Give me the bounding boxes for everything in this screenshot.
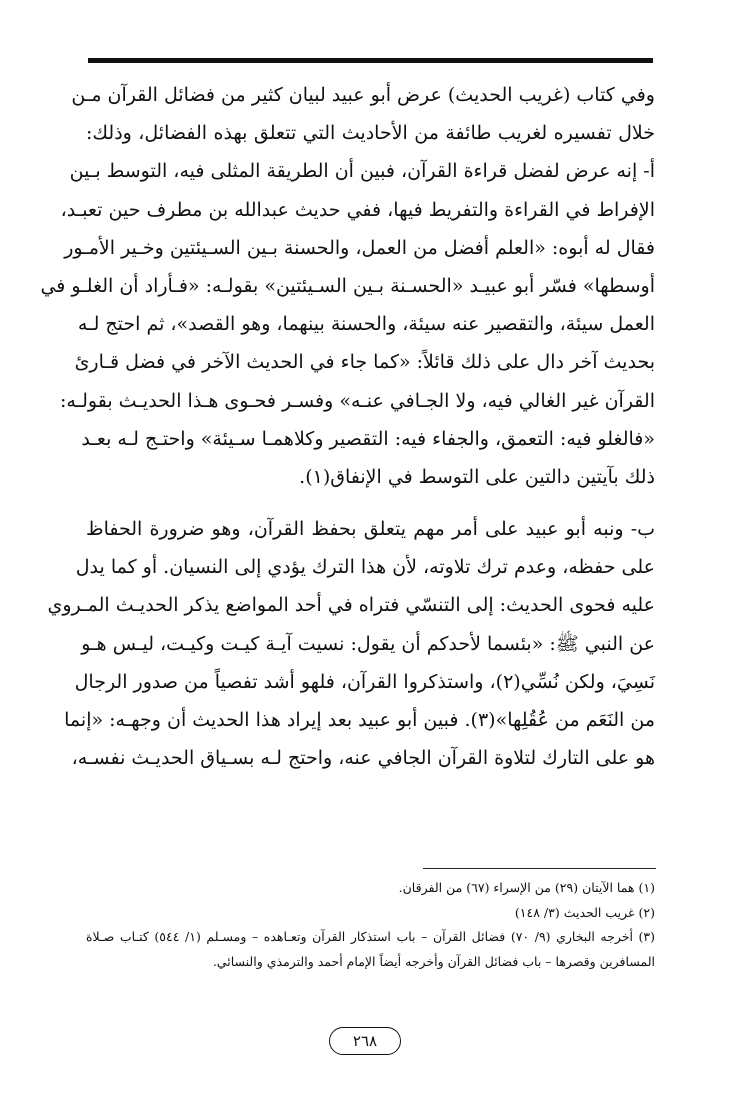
text-line: بحديث آخر دال على ذلك قائلاً: «كما جاء في الحديث الآخر في فضل قـارئ [74, 351, 655, 374]
footnote-rule [423, 868, 656, 869]
text-line: أ- إنه عرض لفضل قراءة القرآن، فبين أن الطريقة المثلى فيه، التوسط بـين [69, 160, 655, 183]
footnote-line: (٢) غريب الحديث (٣/ ١٤٨) [514, 904, 655, 920]
top-rule [88, 58, 653, 63]
page-number: ٢٦٨ [329, 1027, 401, 1055]
text-line: هو على التارك لتلاوة القرآن الجافي عنه، واحتج لـه بسـياق الحديـث نفسـه، [71, 747, 655, 770]
text-line: خلال تفسيره لغريب طائفة من الأحاديث التي تتعلق بهذه الفضائل، وذلك: [86, 122, 655, 145]
paragraph-gap [86, 496, 655, 510]
text-line: عن النبي ﷺ: «بئسما لأحدكم أن يقول: نسيت آيـة كيـت وكيـت، ليـس هـو [81, 632, 655, 655]
text-line: عليه فحوى الحديث: إلى التنسّي فتراه في أحد المواضع يذكر الحديـث المـروي [47, 594, 655, 617]
text-line: القرآن غير الغالي فيه، ولا الجـافي عنـه» وفسـر فحـوى هـذا الحديـث بقولـه: [59, 389, 655, 412]
footnote-line: (١) هما الآيتان (٢٩) من الإسراء (٦٧) من الفرقان. [398, 880, 655, 895]
footnotes [86, 876, 655, 974]
text-line: وفي كتاب (غريب الحديث) عرض أبو عبيد لبيان كثير من فضائل القرآن مـن [71, 84, 655, 106]
text-line: ب- ونبه أبو عبيد على أمر مهم يتعلق بحفظ القرآن، وهو ضرورة الحفاظ [86, 518, 655, 541]
text-line: «فالغلو فيه: التعمق، والجفاء فيه: التقصير وكلاهمـا سـيئة» واحتـج لـه بعـد [81, 427, 655, 450]
text-line: نَسِيَ، ولكن نُسِّي(٢)، واستذكروا القرآن، فلهو أشد تفصياً من صدور الرجال [74, 670, 655, 693]
text-line: العمل سيئة، والتقصير عنه سيئة، والحسنة بينهما، وهو القصد»، ثم احتج لـه [77, 313, 655, 336]
footnote-line: (٣) أخرجه البخاري (٩/ ٧٠) فضائل القرآن – باب استذكار القرآن وتعـاهده – ومسـلم (١/ ٥٤٤) كتـاب صـلاة [86, 929, 656, 944]
text-line: ذلك بآيتين دالتين على التوسط في الإنفاق(١). [299, 465, 655, 488]
text-line: فقال له أبوه: «العلم أفضل من العمل، والحسنة بـين السـيئتين وخـير الأمـور [64, 236, 655, 259]
text-line: أوسطها» فسّر أبو عبيـد «الحسـنة بـين السـيئتين» بقولـه: «فـأراد أن الغلـو في [40, 274, 655, 297]
text-line: على حفظه، وعدم ترك تلاوته، لأن هذا الترك يؤدي إلى النسيان. أو كما يدل [75, 556, 655, 579]
main-text [40, 76, 655, 777]
text-line: الإفراط في القراءة والتفريط فيها، ففي حديث عبدالله بن مطرف حين تعبـد، [60, 198, 655, 221]
footnote-line: المسافرين وقصرها – باب فضائل القرآن وأخرجه أيضاً الإمام أحمد والترمذي والنسائي. [212, 953, 655, 969]
text-line: من النَعَم من عُقُلِها»(٣). فبين أبو عبيد بعد إيراد هذا الحديث أن وجهـه: «إنما [64, 709, 655, 731]
